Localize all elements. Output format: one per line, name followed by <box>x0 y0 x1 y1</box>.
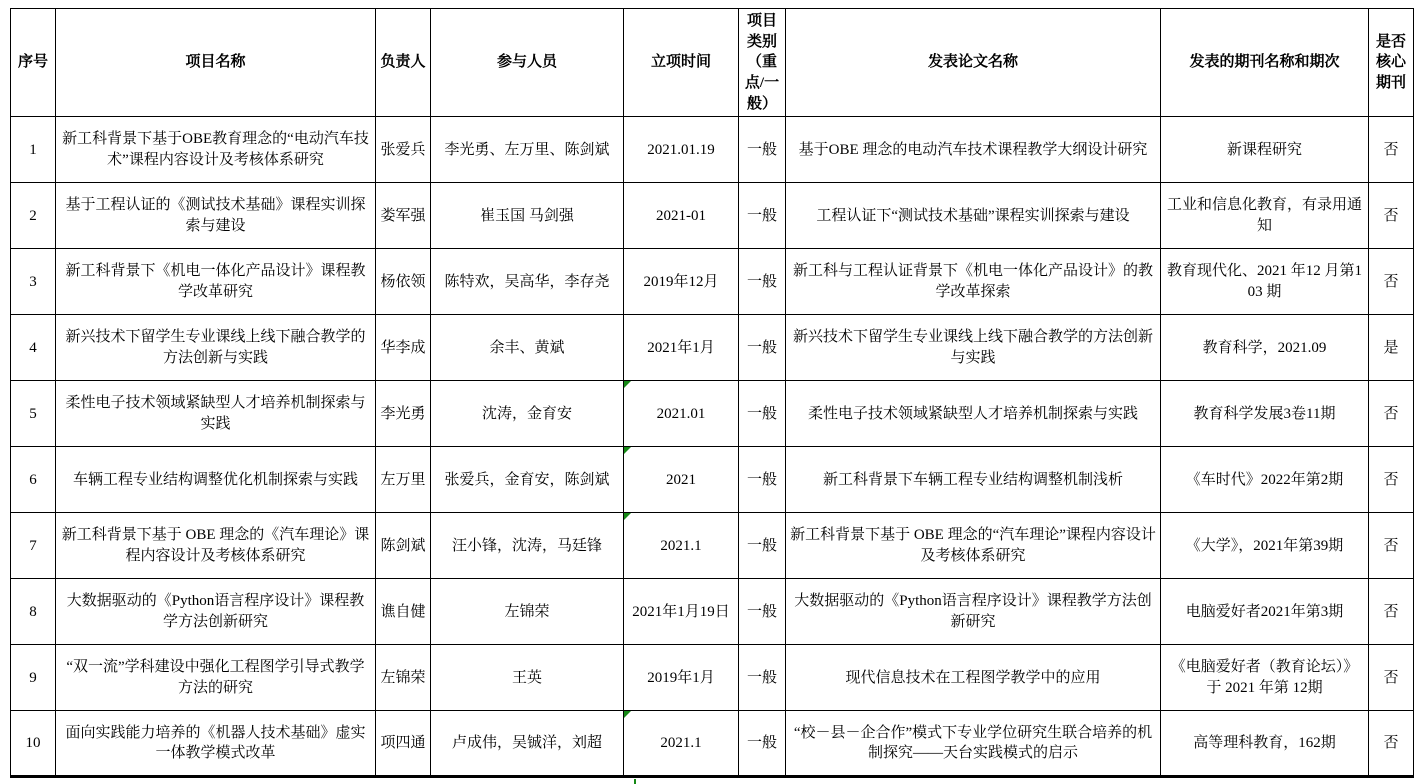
cell-journal-issue[interactable]: 《车时代》2022年第2期 <box>1161 447 1369 513</box>
cell-category[interactable]: 一般 <box>739 711 786 777</box>
cell-paper-title[interactable]: 新工科背景下车辆工程专业结构调整机制浅析 <box>786 447 1161 513</box>
cell-leader[interactable]: 谯自健 <box>376 579 431 645</box>
stored-as-text-flag-icon <box>624 447 631 454</box>
table-row <box>11 183 1414 249</box>
table-row <box>11 249 1414 315</box>
cell-participants[interactable]: 张爱兵，金育安，陈剑斌 <box>431 447 624 513</box>
cell-core-journal[interactable]: 否 <box>1369 249 1414 315</box>
cell-start-date[interactable]: 2021年1月19日 <box>624 579 739 645</box>
cell-project-name[interactable]: 车辆工程专业结构调整优化机制探索与实践 <box>56 447 376 513</box>
cell-category[interactable]: 一般 <box>739 447 786 513</box>
table-row <box>11 381 1414 447</box>
column-header-index[interactable]: 序号 <box>11 9 56 117</box>
cell-project-name[interactable]: 基于工程认证的《测试技术基础》课程实训探索与建设 <box>56 183 376 249</box>
cell-leader[interactable]: 华李成 <box>376 315 431 381</box>
cell-participants[interactable]: 陈特欢，吴高华，李存尧 <box>431 249 624 315</box>
column-header-project-name[interactable]: 项目名称 <box>56 9 376 117</box>
cell-index[interactable]: 6 <box>11 447 56 513</box>
cell-index[interactable]: 3 <box>11 249 56 315</box>
cell-journal-issue[interactable]: 高等理科教育，162期 <box>1161 711 1369 777</box>
cell-journal-issue[interactable]: 电脑爱好者2021年第3期 <box>1161 579 1369 645</box>
cell-leader[interactable]: 左锦荣 <box>376 645 431 711</box>
cell-journal-issue[interactable]: 《电脑爱好者（教育论坛）》于 2021 年第 12期 <box>1161 645 1369 711</box>
table-row <box>11 645 1414 711</box>
cell-leader[interactable]: 陈剑斌 <box>376 513 431 579</box>
table-row <box>11 117 1414 183</box>
cell-project-name[interactable]: 新工科背景下基于OBE教育理念的“电动汽车技术”课程内容设计及考核体系研究 <box>56 117 376 183</box>
cell-project-name[interactable]: 柔性电子技术领域紧缺型人才培养机制探索与实践 <box>56 381 376 447</box>
cell-leader[interactable]: 娄军强 <box>376 183 431 249</box>
cell-core-journal[interactable]: 否 <box>1369 381 1414 447</box>
cell-paper-title[interactable]: 新工科与工程认证背景下《机电一体化产品设计》的教学改革探索 <box>786 249 1161 315</box>
cell-index[interactable]: 5 <box>11 381 56 447</box>
table-body <box>11 117 1414 777</box>
cell-core-journal[interactable]: 否 <box>1369 711 1414 777</box>
cell-category[interactable]: 一般 <box>739 645 786 711</box>
cell-core-journal[interactable]: 否 <box>1369 447 1414 513</box>
column-header-leader[interactable]: 负责人 <box>376 9 431 117</box>
cell-project-name[interactable]: 新工科背景下《机电一体化产品设计》课程教学改革研究 <box>56 249 376 315</box>
cell-core-journal[interactable]: 否 <box>1369 117 1414 183</box>
cell-core-journal[interactable]: 否 <box>1369 645 1414 711</box>
cell-paper-title[interactable]: 工程认证下“测试技术基础”课程实训探索与建设 <box>786 183 1161 249</box>
cell-start-date[interactable]: 2021.01.19 <box>624 117 739 183</box>
cell-project-name[interactable]: 面向实践能力培养的《机器人技术基础》虚实一体教学模式改革 <box>56 711 376 777</box>
cell-leader[interactable]: 李光勇 <box>376 381 431 447</box>
stored-as-text-flag-icon <box>624 513 631 520</box>
table-row <box>11 711 1414 777</box>
cell-participants[interactable]: 卢成伟，吴铖洋，刘超 <box>431 711 624 777</box>
projects-papers-table <box>10 8 1414 778</box>
column-header-paper-title[interactable]: 发表论文名称 <box>786 9 1161 117</box>
cell-category[interactable]: 一般 <box>739 579 786 645</box>
cell-category[interactable]: 一般 <box>739 183 786 249</box>
cell-participants[interactable]: 沈涛，金育安 <box>431 381 624 447</box>
cell-leader[interactable]: 左万里 <box>376 447 431 513</box>
cell-project-name[interactable]: 新工科背景下基于 OBE 理念的《汽车理论》课程内容设计及考核体系研究 <box>56 513 376 579</box>
cell-paper-title[interactable]: 基于OBE 理念的电动汽车技术课程教学大纲设计研究 <box>786 117 1161 183</box>
cell-start-date[interactable]: 2021.1 <box>624 513 739 579</box>
column-header-journal-issue[interactable]: 发表的期刊名称和期次 <box>1161 9 1369 117</box>
cell-paper-title[interactable]: 大数据驱动的《Python语言程序设计》课程教学方法创新研究 <box>786 579 1161 645</box>
cell-paper-title[interactable]: 现代信息技术在工程图学教学中的应用 <box>786 645 1161 711</box>
cell-participants[interactable]: 崔玉国 马剑强 <box>431 183 624 249</box>
column-header-participants[interactable]: 参与人员 <box>431 9 624 117</box>
table-row <box>11 315 1414 381</box>
cell-project-name[interactable]: 大数据驱动的《Python语言程序设计》课程教学方法创新研究 <box>56 579 376 645</box>
cell-journal-issue[interactable]: 教育现代化、2021 年12 月第103 期 <box>1161 249 1369 315</box>
cell-category[interactable]: 一般 <box>739 315 786 381</box>
table-row <box>11 513 1414 579</box>
cell-journal-issue[interactable]: 教育科学发展3卷11期 <box>1161 381 1369 447</box>
cell-core-journal[interactable]: 否 <box>1369 183 1414 249</box>
stored-as-text-flag-icon <box>624 381 631 388</box>
stored-as-text-flag-icon <box>624 711 631 718</box>
cell-leader[interactable]: 项四通 <box>376 711 431 777</box>
cell-index[interactable]: 8 <box>11 579 56 645</box>
cell-category[interactable]: 一般 <box>739 513 786 579</box>
cell-journal-issue[interactable]: 工业和信息化教育，有录用通知 <box>1161 183 1369 249</box>
cell-leader[interactable]: 杨依领 <box>376 249 431 315</box>
cell-participants[interactable]: 李光勇、左万里、陈剑斌 <box>431 117 624 183</box>
cell-core-journal[interactable]: 是 <box>1369 315 1414 381</box>
cell-participants[interactable]: 左锦荣 <box>431 579 624 645</box>
cell-participants[interactable]: 余丰、黄斌 <box>431 315 624 381</box>
cell-journal-issue[interactable]: 《大学》，2021年第39期 <box>1161 513 1369 579</box>
cell-index[interactable]: 7 <box>11 513 56 579</box>
cell-start-date[interactable]: 2021-01 <box>624 183 739 249</box>
cell-participants[interactable]: 汪小锋，沈涛，马廷锋 <box>431 513 624 579</box>
cell-journal-issue[interactable]: 新课程研究 <box>1161 117 1369 183</box>
cell-paper-title[interactable]: 新兴技术下留学生专业课线上线下融合教学的方法创新与实践 <box>786 315 1161 381</box>
cell-category[interactable]: 一般 <box>739 117 786 183</box>
cell-category[interactable]: 一般 <box>739 249 786 315</box>
cell-paper-title[interactable]: “校－县－企合作”模式下专业学位研究生联合培养的机制探究——天台实践模式的启示 <box>786 711 1161 777</box>
table-row <box>11 579 1414 645</box>
cell-project-name[interactable]: “双一流”学科建设中强化工程图学引导式教学方法的研究 <box>56 645 376 711</box>
stored-as-text-flag-icon <box>634 779 636 784</box>
cell-category[interactable]: 一般 <box>739 381 786 447</box>
cell-core-journal[interactable]: 否 <box>1369 513 1414 579</box>
column-header-core-journal[interactable]: 是否核心期刊 <box>1369 9 1414 117</box>
table-header-row <box>11 9 1414 117</box>
cell-index[interactable]: 9 <box>11 645 56 711</box>
cell-start-date[interactable]: 2019年1月 <box>624 645 739 711</box>
cell-paper-title[interactable]: 柔性电子技术领域紧缺型人才培养机制探索与实践 <box>786 381 1161 447</box>
cell-start-date[interactable]: 2021年1月 <box>624 315 739 381</box>
cell-index[interactable]: 1 <box>11 117 56 183</box>
cell-leader[interactable]: 张爱兵 <box>376 117 431 183</box>
cell-participants[interactable]: 王英 <box>431 645 624 711</box>
cell-start-date[interactable]: 2019年12月 <box>624 249 739 315</box>
column-header-category[interactable]: 项目类别（重点/一般） <box>739 9 786 117</box>
cell-index[interactable]: 10 <box>11 711 56 777</box>
cell-index[interactable]: 4 <box>11 315 56 381</box>
cell-core-journal[interactable]: 否 <box>1369 579 1414 645</box>
cell-paper-title[interactable]: 新工科背景下基于 OBE 理念的“汽车理论”课程内容设计及考核体系研究 <box>786 513 1161 579</box>
cell-index[interactable]: 2 <box>11 183 56 249</box>
table-row <box>11 447 1414 513</box>
cell-start-date[interactable]: 2021 <box>624 447 739 513</box>
column-header-start-date[interactable]: 立项时间 <box>624 9 739 117</box>
cell-project-name[interactable]: 新兴技术下留学生专业课线上线下融合教学的方法创新与实践 <box>56 315 376 381</box>
cell-journal-issue[interactable]: 教育科学，2021.09 <box>1161 315 1369 381</box>
cell-start-date[interactable]: 2021.1 <box>624 711 739 777</box>
cell-start-date[interactable]: 2021.01 <box>624 381 739 447</box>
